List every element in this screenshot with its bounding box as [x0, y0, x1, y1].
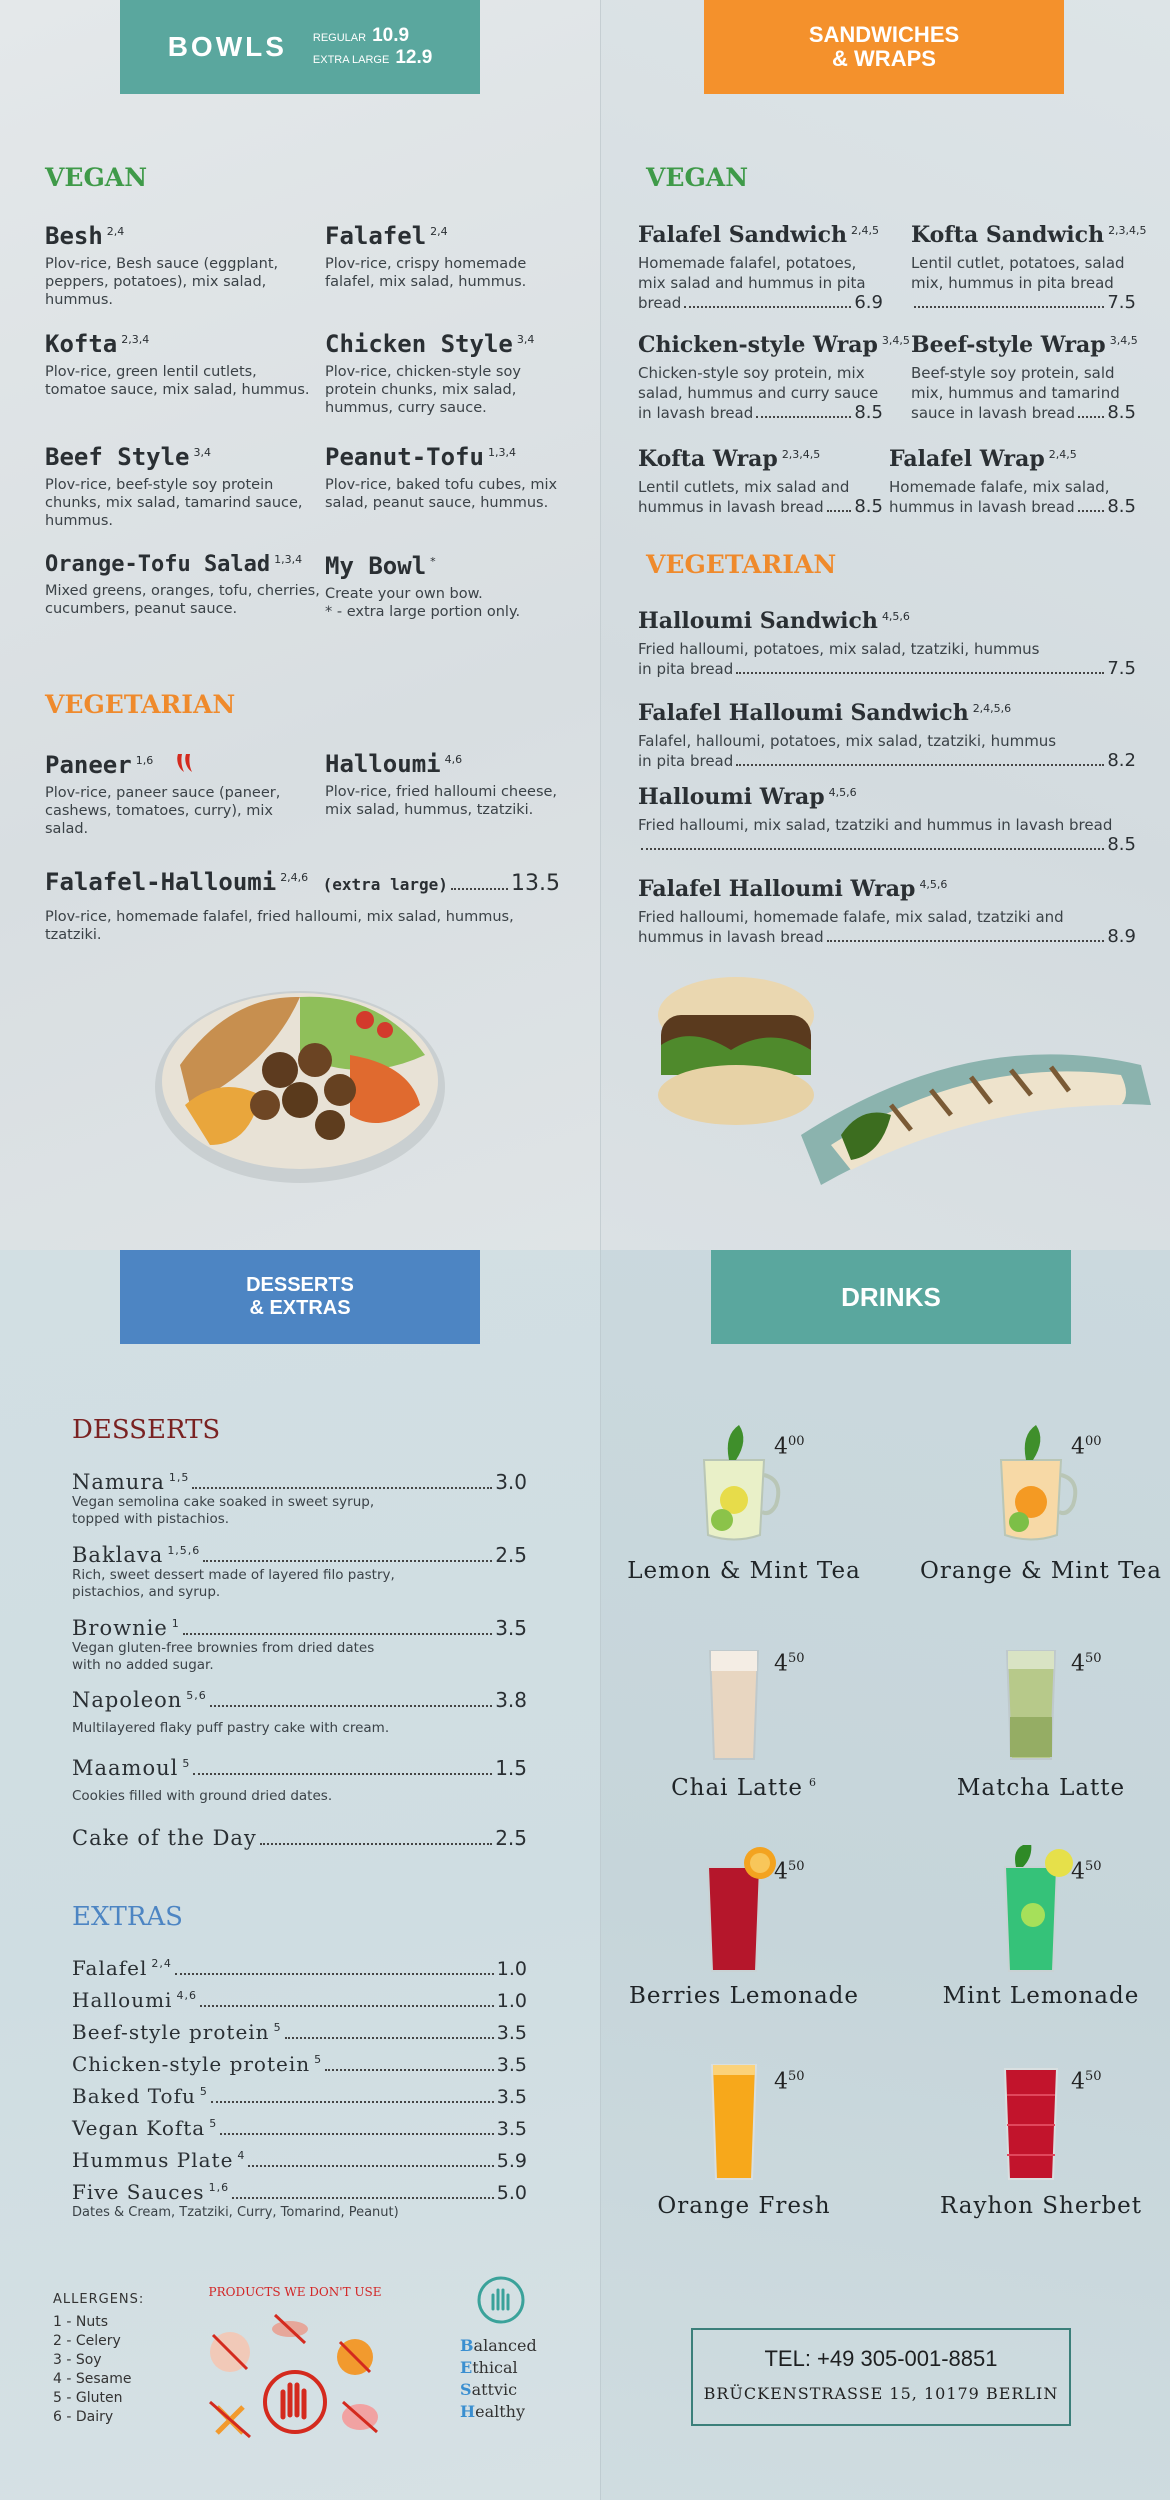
drinks-panel [600, 1250, 1170, 2500]
item-tail: in pita bread [638, 660, 734, 678]
item-tail: hummus in lavash bread [638, 928, 824, 946]
item-allergens: 3,4,5 [881, 333, 910, 347]
menu-item [638, 876, 1136, 947]
item-allergens: 2,4,5 [850, 223, 879, 237]
item-price: 8.5 [854, 496, 883, 517]
item-name: Falafel Halloumi Sandwich [638, 700, 969, 726]
menu-item [638, 700, 1136, 771]
bowls-title: BOWLS [167, 31, 287, 62]
item-allergens: 1,3,4 [274, 552, 303, 566]
item-name: Kofta [45, 330, 118, 358]
extra-item [72, 2148, 527, 2172]
item-price: 8.9 [1107, 926, 1136, 947]
menu-item [638, 332, 910, 423]
item-name: Orange-Tofu Salad [45, 552, 271, 577]
item-allergens: 4,5,6 [919, 877, 948, 891]
item-name: Five Sauces [72, 2180, 205, 2204]
item-price: 5.9 [496, 2150, 527, 2172]
item-price: 3.5 [496, 2022, 527, 2044]
allergen-item: 5 - Gluten [53, 2390, 123, 2406]
item-price: 5.0 [496, 2182, 527, 2204]
item-desc: Plov-rice, crispy homemade falafel, mix salad, hummus. [325, 256, 527, 290]
desserts-title-1: DESSERTS [246, 1274, 354, 1296]
item-allergens: 1,5,6 [167, 1544, 201, 1557]
menu-item [72, 1470, 527, 1528]
item-allergens: 2,4 [106, 225, 125, 238]
item-desc: Fried halloumi, potatoes, mix salad, tzatziki, hummus [638, 640, 1040, 658]
item-name: Chicken-style Wrap [638, 332, 878, 358]
no-alcohol-icon [210, 2402, 250, 2437]
item-name: Paneer [45, 751, 132, 779]
item-desc: Vegan gluten-free brownies from dried dates with no added sugar. [72, 1640, 375, 1673]
products-not-used [195, 2285, 395, 2451]
item-price: 8.5 [1107, 834, 1136, 855]
drink-price: $4^{50}$ [1071, 2069, 1102, 2095]
item-desc: Plov-rice, paneer sauce (paneer, cashews, tomatoes, curry), mix salad. [45, 785, 281, 837]
bowls-panel [0, 0, 600, 1250]
item-name: Peanut-Tofu [325, 443, 484, 471]
item-allergens: 1,5 [168, 1471, 190, 1484]
menu-item [638, 446, 883, 517]
item-allergens: 1,6 [208, 2181, 230, 2195]
extra-item [72, 1956, 527, 1980]
item-desc: Vegan semolina cake soaked in sweet syrup, topped with pistachios. [72, 1494, 375, 1527]
item-allergens: 1 [171, 1617, 180, 1630]
item-name: Vegan Kofta [72, 2116, 206, 2140]
item-name: Napoleon [72, 1688, 183, 1712]
item-name: Halloumi [72, 1988, 173, 2012]
drink-name: Matcha Latte [956, 1775, 1126, 1801]
menu-item [72, 1826, 527, 1850]
item-price: 6.9 [854, 292, 883, 313]
item-price: 8.5 [1107, 402, 1136, 423]
extra-item [72, 2180, 527, 2222]
drinks-title: DRINKS [841, 1281, 941, 1312]
menu-item [45, 443, 315, 530]
sandwiches-vegan-title: VEGAN [646, 163, 749, 192]
item-allergens: 4,6 [444, 753, 463, 766]
item-desc: Plov-rice, green lentil cutlets, tomatoe sauce, mix salad, hummus. [45, 364, 310, 398]
drink-price: $4^{00}$ [774, 1434, 805, 1460]
item-desc: Rich, sweet dessert made of layered filo pastry, pistachios, and syrup. [72, 1567, 395, 1600]
item-price: 2.5 [495, 1826, 527, 1850]
sandwiches-title-1: SANDWICHES [808, 22, 960, 47]
item-price: 8.5 [1107, 496, 1136, 517]
phone-number[interactable]: TEL: +49 305-001-8851 [764, 2346, 998, 2371]
item-desc: Plov-rice, baked tofu cubes, mix salad, peanut sauce, hummus. [325, 477, 558, 511]
extra-item [72, 2052, 527, 2076]
item-name: Falafel [72, 1956, 148, 1980]
drink-item [911, 2055, 1170, 2219]
item-name: Maamoul [72, 1756, 179, 1780]
menu-item [72, 1543, 527, 1601]
desserts-header [120, 1250, 480, 1344]
item-allergens: 5 [199, 2085, 208, 2099]
item-allergens: 4,5,6 [828, 785, 857, 799]
item-name: Halloumi [325, 750, 441, 778]
item-name: Namura [72, 1470, 165, 1494]
drink-price: $4^{50}$ [774, 2069, 805, 2095]
item-tail: in lavash bread [638, 404, 754, 422]
drinks-header [711, 1250, 1071, 1344]
item-desc: Homemade falafel, potatoes, mix salad and hummus in pita [638, 254, 866, 292]
item-name: My Bowl [325, 552, 427, 580]
menu-item [638, 608, 1136, 679]
item-name: Chicken-style protein [72, 2052, 311, 2076]
large-price: 12.9 [395, 47, 433, 68]
item-name: Brownie [72, 1616, 168, 1640]
item-name: Baked Tofu [72, 2084, 196, 2108]
drink-item [911, 1845, 1170, 2009]
bowls-header [120, 0, 480, 94]
item-allergens: 5 [182, 1757, 191, 1770]
item-allergens: 5 [273, 2021, 282, 2035]
besh-line: Sattvic [460, 2380, 518, 2399]
extra-item [72, 2116, 527, 2140]
drink-name: Mint Lemonade [942, 1983, 1140, 2009]
item-allergens: 2,3,4,5 [781, 447, 821, 461]
extra-item [72, 1988, 527, 2012]
chili-icon [172, 750, 198, 776]
no-pork-icon [342, 2402, 378, 2432]
item-allergens: 1,3,4 [487, 446, 516, 459]
item-price: 8.2 [1107, 750, 1136, 771]
no-egg-icon [337, 2339, 373, 2375]
item-name: Falafel-Halloumi [45, 868, 277, 896]
drink-price: $4^{50}$ [774, 1651, 805, 1677]
item-tail: hummus in lavash bread [889, 498, 1075, 516]
address: BRÜCKENSTRASSE 15, 10179 BERLIN [703, 2384, 1059, 2403]
item-tail: bread [638, 294, 682, 312]
item-tail: hummus in lavash bread [638, 498, 824, 516]
contact-box [691, 2328, 1071, 2426]
item-allergens: 2,4 [151, 1957, 172, 1971]
drink-item [911, 1637, 1170, 1801]
item-desc: Lentil cutlets, mix salad and [638, 478, 850, 496]
allergen-item: 2 - Celery [53, 2333, 121, 2349]
item-desc: Cookies filled with ground dried dates. [72, 1788, 333, 1804]
item-allergens: 4,6 [176, 1989, 197, 2003]
item-price: 1.0 [496, 1990, 527, 2012]
menu-item [72, 1616, 527, 1674]
item-desc: Multilayered flaky puff pastry cake with cream. [72, 1720, 390, 1736]
desserts-section-title: DESSERTS [72, 1415, 221, 1445]
menu-item [889, 446, 1136, 517]
large-label: EXTRA LARGE [312, 54, 390, 66]
item-desc: Plov-rice, chicken-style soy protein chunks, mix salad, hummus, curry sauce. [325, 364, 521, 416]
extra-item [72, 2084, 527, 2108]
no-products-icons [195, 2307, 395, 2447]
item-name: Beef-style protein [72, 2020, 270, 2044]
item-tail: sauce in lavash bread [911, 404, 1076, 422]
allergen-item: 1 - Nuts [53, 2314, 108, 2330]
item-allergens: 3,4,5 [1109, 333, 1138, 347]
item-price: 2.5 [495, 1543, 527, 1567]
menu-item [45, 552, 320, 618]
bowls-vegan-title: VEGAN [45, 163, 148, 192]
menu-item [325, 330, 570, 417]
sandwiches-header [704, 0, 1064, 94]
item-allergens: 3,4 [193, 446, 211, 459]
menu-item [45, 330, 315, 399]
bowl-image [150, 975, 450, 1195]
allergen-item: 6 - Dairy [53, 2409, 114, 2425]
item-name: Falafel Wrap [889, 446, 1045, 472]
extra-item [72, 2020, 527, 2044]
menu-item [325, 222, 570, 291]
menu-item [72, 1688, 527, 1737]
products-not-used-title: PRODUCTS WE DON'T USE [208, 2285, 382, 2299]
item-name: Beef Style [45, 443, 190, 471]
item-desc: Beef-style soy protein, sald mix, hummus and tamarind [911, 364, 1120, 402]
drink-price: $4^{00}$ [1071, 1434, 1102, 1460]
besh-logo [460, 2275, 537, 2423]
drink-name: Rayhon Sherbet [939, 2193, 1143, 2219]
sandwiches-vegetarian-title: VEGETARIAN [646, 550, 837, 579]
menu-item [638, 784, 1136, 855]
drink-name: Orange & Mint Tea [920, 1558, 1162, 1584]
extras-section-title: EXTRAS [72, 1902, 183, 1932]
item-price: 3.5 [496, 2054, 527, 2076]
item-price: 7.5 [1107, 292, 1136, 313]
item-desc: Fried halloumi, mix salad, tzatziki and hummus in lavash bread [638, 816, 1113, 834]
regular-price: 10.9 [372, 25, 410, 46]
item-name: Halloumi Wrap [638, 784, 825, 810]
item-name: Besh [45, 222, 103, 250]
item-name: Kofta Wrap [638, 446, 778, 472]
item-allergens: 2,4,5 [1048, 447, 1077, 461]
item-price: 13.5 [511, 871, 560, 896]
drink-price: $4^{50}$ [1071, 1859, 1102, 1885]
item-price: 1.5 [495, 1756, 527, 1780]
drink-item [911, 1420, 1170, 1584]
item-price: 3.5 [496, 2086, 527, 2108]
drink-allergens: 6 [808, 1776, 817, 1790]
item-name: Falafel Halloumi Wrap [638, 876, 916, 902]
besh-hand-icon [476, 2275, 526, 2325]
bowls-prices [313, 25, 432, 69]
item-desc: Plov-rice, fried halloumi cheese, mix salad, hummus, tzatziki. [325, 784, 558, 818]
item-price: 3.5 [495, 1616, 527, 1640]
no-fish-icon [272, 2315, 308, 2343]
item-desc: Plov-rice, homemade falafel, fried halloumi, mix salad, hummus, tzatziki. [45, 909, 514, 943]
menu-item [45, 750, 315, 838]
drink-item [614, 1420, 874, 1584]
desserts-title-2: & EXTRAS [249, 1297, 351, 1319]
regular-label: REGULAR [312, 32, 367, 44]
item-tail: in pita bread [638, 752, 734, 770]
item-desc: Mixed greens, oranges, tofu, cherries, cucumbers, peanut sauce. [45, 583, 320, 617]
item-desc: Create your own bow. * - extra large portion only. [325, 586, 521, 620]
besh-line: Ethical [460, 2358, 518, 2377]
menu-item [911, 332, 1136, 423]
menu-item [638, 222, 883, 313]
item-name: Chicken Style [325, 330, 513, 358]
item-desc: Plov-rice, Besh sauce (eggplant, peppers, potatoes), mix salad, hummus. [45, 256, 279, 308]
item-desc: Dates & Cream, Tzatziki, Curry, Tomarind, Peanut) [72, 2205, 399, 2220]
item-desc: Fried halloumi, homemade falafe, mix salad, tzatziki and [638, 908, 1064, 926]
item-desc: Lentil cutlet, potatoes, salad mix, hummus in pita bread [911, 254, 1125, 292]
item-allergens: 5,6 [186, 1689, 207, 1702]
item-name: Falafel Sandwich [638, 222, 847, 248]
item-name: Baklava [72, 1543, 164, 1567]
item-name: Halloumi Sandwich [638, 608, 878, 634]
item-allergens: 3,4 [516, 333, 535, 346]
no-hand-icon [265, 2372, 325, 2432]
item-price: 8.5 [854, 402, 883, 423]
item-name: Beef-style Wrap [911, 332, 1106, 358]
item-allergens: 4,5,6 [881, 609, 910, 623]
item-price: 3.5 [496, 2118, 527, 2140]
item-allergens: * [430, 555, 436, 568]
item-desc: Homemade falafe, mix salad, [889, 478, 1110, 496]
menu-item [45, 868, 560, 944]
item-allergens: 5 [209, 2117, 218, 2131]
item-desc: Falafel, halloumi, potatoes, mix salad, tzatziki, hummus [638, 732, 1057, 750]
drink-price: $4^{50}$ [1071, 1651, 1102, 1677]
desserts-panel [0, 1250, 600, 2500]
item-allergens: 5 [314, 2053, 323, 2067]
drink-name: Lemon & Mint Tea [627, 1558, 861, 1584]
sandwiches-panel [600, 0, 1170, 1250]
drink-name: Berries Lemonade [629, 1983, 859, 2009]
menu-item [325, 750, 570, 819]
drink-item [614, 2055, 874, 2219]
no-meat-icon [210, 2332, 250, 2372]
item-allergens: 2,3,4,5 [1108, 223, 1147, 237]
item-desc: Plov-rice, beef-style soy protein chunks, mix salad, tamarind sauce, hummus. [45, 477, 303, 529]
item-allergens: 2,4,6 [280, 871, 309, 884]
item-price: 3.8 [495, 1688, 527, 1712]
allergen-item: 4 - Sesame [53, 2371, 132, 2387]
item-allergens: 4 [237, 2149, 246, 2163]
drink-item [614, 1845, 874, 2009]
drink-price: $4^{50}$ [774, 1859, 805, 1885]
besh-line: Healthy [460, 2402, 526, 2421]
item-note: (extra large) [322, 875, 448, 894]
item-price: 1.0 [496, 1958, 527, 1980]
besh-line: Balanced [460, 2336, 537, 2355]
bowls-vegetarian-title: VEGETARIAN [45, 690, 236, 719]
item-allergens: 2,4 [430, 225, 448, 238]
item-name: Kofta Sandwich [911, 222, 1105, 248]
menu-item [72, 1756, 527, 1805]
item-price: 7.5 [1107, 658, 1136, 679]
allergen-item: 3 - Soy [53, 2352, 102, 2368]
menu-item [325, 552, 570, 621]
menu-item [45, 222, 315, 309]
item-name: Hummus Plate [72, 2148, 234, 2172]
item-allergens: 1,6 [135, 754, 154, 767]
menu-item [911, 222, 1147, 313]
item-allergens: 2,3,4 [121, 333, 150, 346]
drink-name: Chai Latte $^6$ [671, 1775, 817, 1801]
allergens-legend [53, 2290, 144, 2427]
drink-name: Orange Fresh [657, 2193, 831, 2219]
sandwich-wrap-image [651, 955, 1151, 1205]
drink-item [614, 1637, 874, 1801]
item-name: Cake of the Day [72, 1826, 257, 1850]
item-allergens: 2,4,5,6 [972, 701, 1012, 715]
item-name: Falafel [325, 222, 427, 250]
menu-item [325, 443, 570, 512]
item-price: 3.0 [495, 1470, 527, 1494]
item-desc: Chicken-style soy protein, mix salad, hummus and curry sauce [638, 364, 879, 402]
sandwiches-title-2: & WRAPS [832, 46, 936, 71]
allergens-title: ALLERGENS: [53, 2292, 145, 2307]
